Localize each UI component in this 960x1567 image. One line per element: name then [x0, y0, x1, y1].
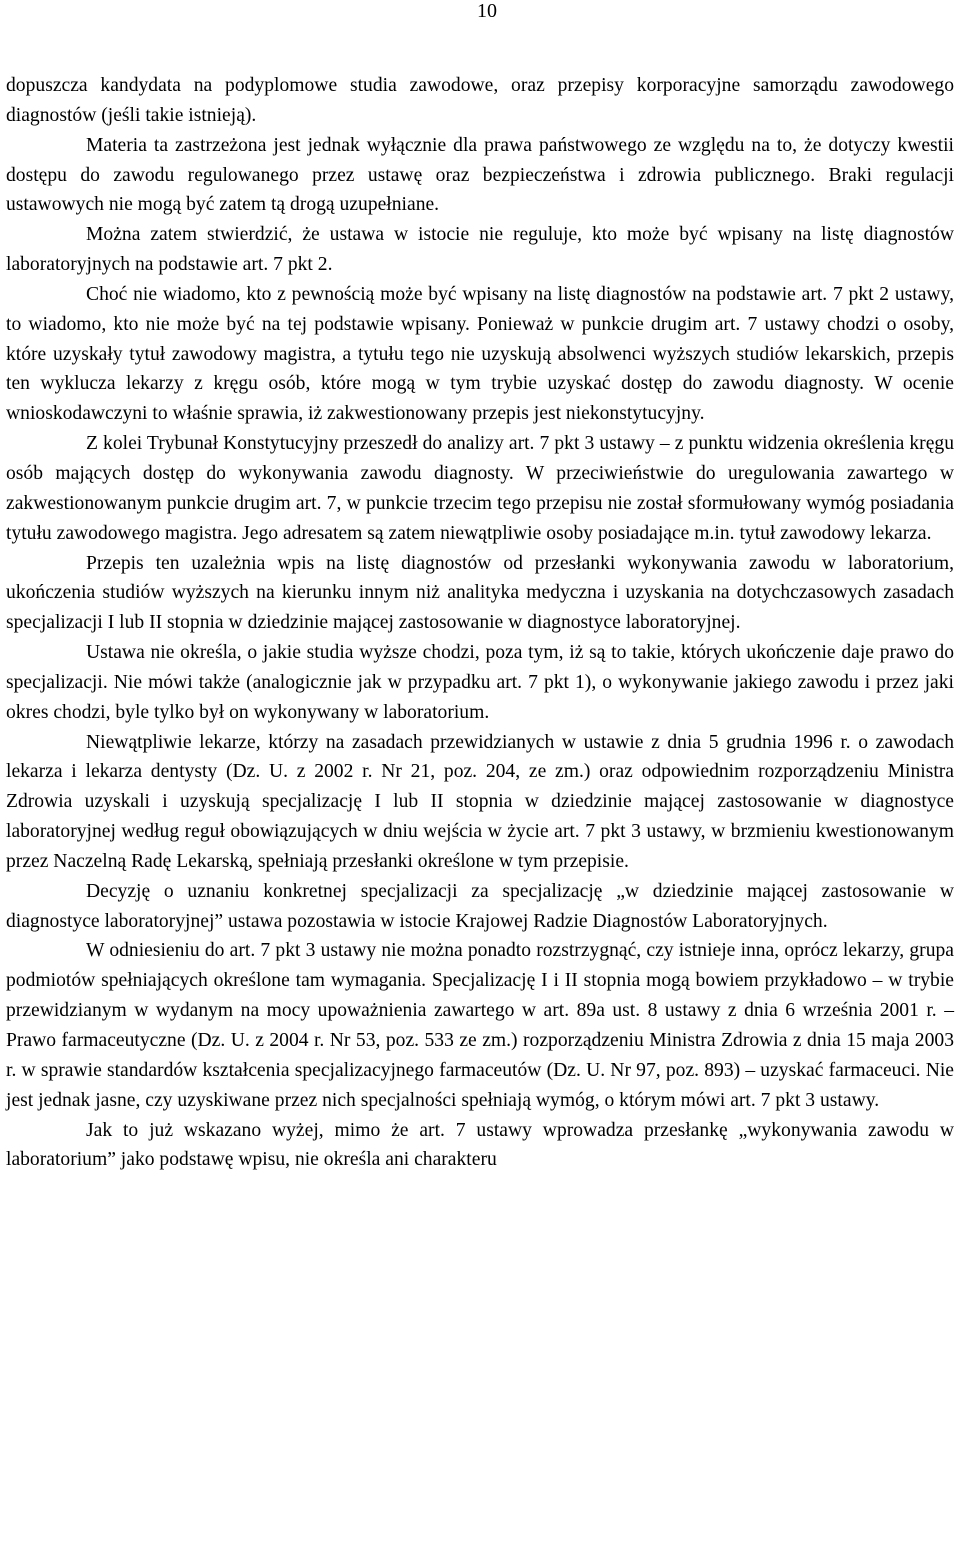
paragraph-9: Decyzję o uznaniu konkretnej specjalizacji za specjalizację „w dziedzinie mającej zastosowanie w diagnostyce laboratoryjnej” ustawa pozostawia w istocie Krajowej Radzie Diagnostów Laboratoryjnych. [6, 880, 954, 932]
paragraph-3: Można zatem stwierdzić, że ustawa w istocie nie reguluje, kto może być wpisany na listę diagnostów laboratoryjnych na podstawie art. 7 pkt 2. [6, 224, 954, 276]
paragraph-1: dopuszcza kandydata na podyplomowe studia zawodowe, oraz przepisy korporacyjne samorządu zawodowego diagnostów (jeśli takie istnieją). [6, 75, 954, 126]
paragraph-8: Niewątpliwie lekarze, którzy na zasadach przewidzianych w ustawie z dnia 5 grudnia 1996 r. o zawodach lekarza i lekarza dentysty (Dz. U. z 2002 r. Nr 21, poz. 204, ze zm.) oraz odpowiednim rozporządzeniu Ministra Zdrowia uzyskali i uzyskują specjalizację I lub II stopnia w dziedzinie mającej zastosowanie w diagnostyce laboratoryjnej według reguł obowiązujących w dniu wejścia w życie art. 7 pkt 3 ustawy, w brzmieniu kwestionowanym przez Naczelną Radę Lekarską, spełniają przesłanki określone w tym przepisie. [6, 731, 954, 872]
page-number: 10 [477, 0, 497, 22]
paragraph-2: Materia ta zastrzeżona jest jednak wyłącznie dla prawa państwowego ze względu na to, że dotyczy kwestii dostępu do zawodu regulowanego przez ustawę oraz bezpieczeństwa i zdrowia publicznego. Braki regulacji ustawowych nie mogą być zatem tą drogą uzupełniane. [6, 134, 954, 216]
paragraph-11: Jak to już wskazano wyżej, mimo że art. 7 ustawy wprowadza przesłankę „wykonywania zawodu w laboratorium” jako podstawę wpisu, nie określa ani charakteru [6, 1119, 954, 1171]
paragraph-7: Ustawa nie określa, o jakie studia wyższe chodzi, poza tym, iż są to takie, których ukończenie daje prawo do specjalizacji. Nie mówi także (analogicznie jak w przypadku art. 7 pkt 1), o wykonywanie jakiego zawodu i przez jaki okres chodzi, byle tylko był on wykonywany w laboratorium. [6, 642, 954, 723]
paragraph-10: W odniesieniu do art. 7 pkt 3 ustawy nie można ponadto rozstrzygnąć, czy istnieje inna, oprócz lekarzy, grupa podmiotów spełniających określone tam wymagania. Specjalizację I i II stopnia mogą bowiem przykładowo – w trybie przewidzianym w wydanym na mocy upoważnienia zawartego w art. 89a ust. 8 ustawy z dnia 6 września 2001 r. – Prawo farmaceutyczne (Dz. U. z 2004 r. Nr 53, poz. 533 ze zm.) rozporządzeniu Ministra Zdrowia z dnia 15 maja 2003 r. w sprawie standardów kształcenia specjalizacyjnego farmaceutów (Dz. U. Nr 97, poz. 893) – uzyskać farmaceuci. Nie jest jednak jasne, czy uzyskiwane przez nich specjalności spełniają wymóg, o którym mówi art. 7 pkt 3 ustawy. [6, 940, 954, 1111]
document-body [6, 71, 954, 1175]
paragraph-5: Z kolei Trybunał Konstytucyjny przeszedł do analizy art. 7 pkt 3 ustawy – z punktu widzenia określenia kręgu osób mających dostęp do wykonywania zawodu diagnosty. W przeciwieństwie do uregulowania zawartego w zakwestionowanym punkcie drugim art. 7, w punkcie trzecim tego przepisu nie został sformułowany wymóg posiadania tytułu zawodowego magistra. Jego adresatem są zatem niewątpliwie osoby posiadające m.in. tytuł zawodowy lekarza. [6, 433, 954, 544]
paragraph-4: Choć nie wiadomo, kto z pewnością może być wpisany na listę diagnostów na podstawie art. 7 pkt 2 ustawy, to wiadomo, kto nie może być na tej podstawie wpisany. Ponieważ w punkcie drugim art. 7 ustawy chodzi o osoby, które uzyskały tytuł zawodowy magistra, a tytułu tego nie uzyskują absolwenci wyższych studiów lekarskich, przepis ten wyklucza lekarzy z kręgu osób, które mogą w tym trybie uzyskać dostęp do zawodu diagnosty. W ocenie wnioskodawczyni to właśnie sprawia, iż zakwestionowany przepis jest niekonstytucyjny. [6, 283, 954, 425]
paragraph-6: Przepis ten uzależnia wpis na listę diagnostów od przesłanki wykonywania zawodu w laboratorium, ukończenia studiów wyższych na kierunku innym niż analityka medyczna i uzyskania na dotychczasowych zasadach specjalizacji I lub II stopnia w dziedzinie mającej zastosowanie w diagnostyce laboratoryjnej. [6, 552, 954, 634]
